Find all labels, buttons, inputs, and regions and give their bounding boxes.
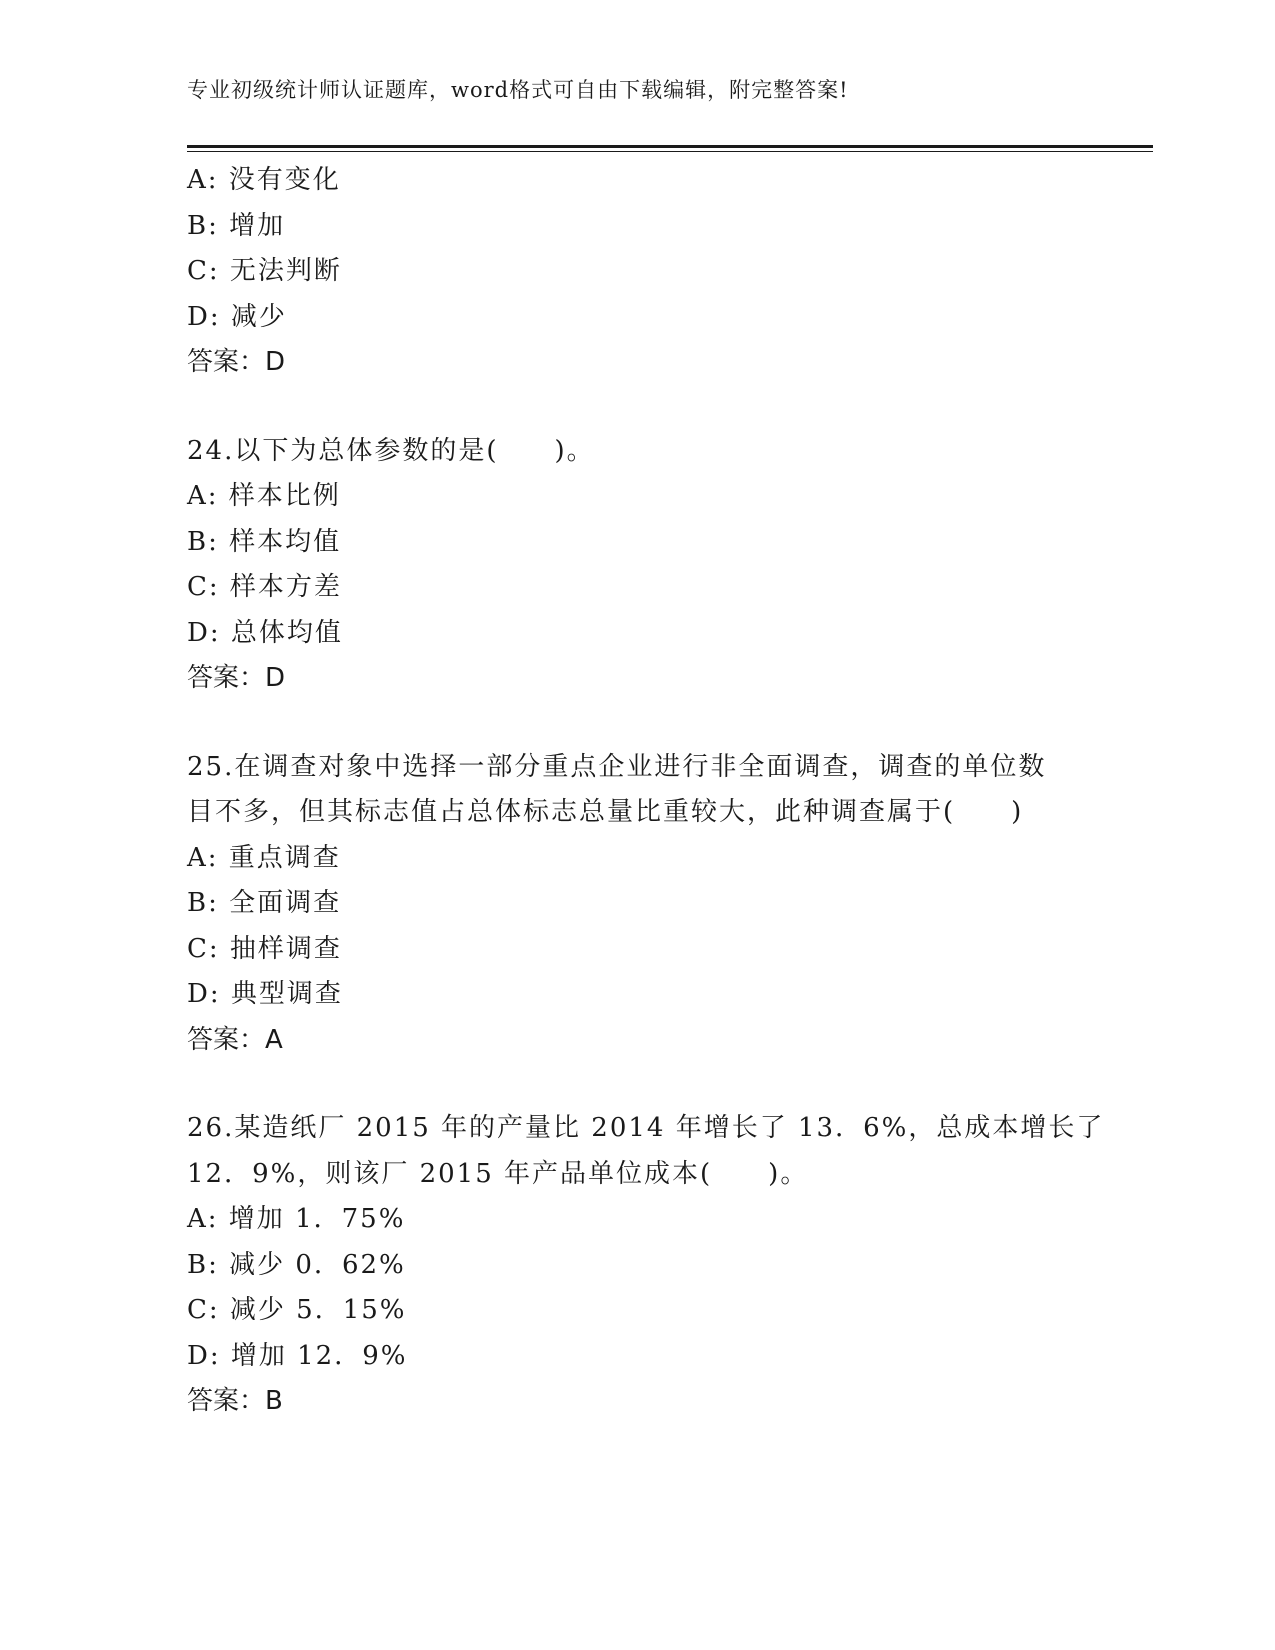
option-b: B: 增加 (187, 210, 286, 241)
option-c: C: 减少 5．15% (187, 1295, 407, 1325)
question-content (187, 158, 1105, 1425)
question-24 (187, 429, 1087, 702)
answer-line: 答案：D (187, 347, 286, 377)
question-stem-line-2: 12．9%，则该厂 2015 年产品单位成本( )。 (187, 1158, 809, 1189)
question-stem-line-1: 26.某造纸厂 2015 年的产量比 2014 年增长了 13．6%，总成本增长了 (187, 1113, 1105, 1143)
option-c: C: 样本方差 (187, 572, 342, 602)
option-a: A: 没有变化 (187, 165, 341, 195)
option-b: B: 样本均值 (187, 526, 342, 557)
header-rule-thick (187, 145, 1153, 148)
answer-line: 答案：A (187, 1024, 283, 1055)
page-header: 专业初级统计师认证题库，word格式可自由下载编辑，附完整答案! (187, 78, 849, 102)
option-a: A: 增加 1．75% (187, 1204, 406, 1234)
question-26 (187, 1106, 1105, 1425)
option-a: A: 重点调查 (187, 842, 341, 873)
option-d: D: 总体均值 (187, 617, 343, 648)
answer-line: 答案：D (187, 663, 286, 693)
option-d: D: 典型调查 (187, 979, 343, 1009)
option-c: C: 无法判断 (187, 256, 342, 286)
spacer (187, 386, 1087, 429)
previous-question-block (187, 158, 1087, 386)
question-stem-line-2: 目不多，但其标志值占总体标志总量比重较大，此种调查属于( ) (187, 797, 1024, 827)
spacer (187, 702, 1087, 745)
option-d: D: 增加 12．9% (187, 1340, 408, 1371)
option-c: C: 抽样调查 (187, 933, 342, 964)
spacer (187, 1063, 1087, 1106)
question-stem-line-1: 25.在调查对象中选择一部分重点企业进行非全面调查，调查的单位数 (187, 751, 1047, 782)
option-a: A: 样本比例 (187, 481, 341, 511)
option-b: B: 全面调查 (187, 888, 342, 918)
option-d: D: 减少 (187, 301, 287, 332)
question-stem: 24.以下为总体参数的是( )。 (187, 435, 595, 466)
question-25 (187, 745, 1087, 1064)
answer-line: 答案：B (187, 1386, 283, 1416)
option-b: B: 减少 0．62% (187, 1249, 406, 1280)
header-rule-thin (187, 151, 1153, 152)
